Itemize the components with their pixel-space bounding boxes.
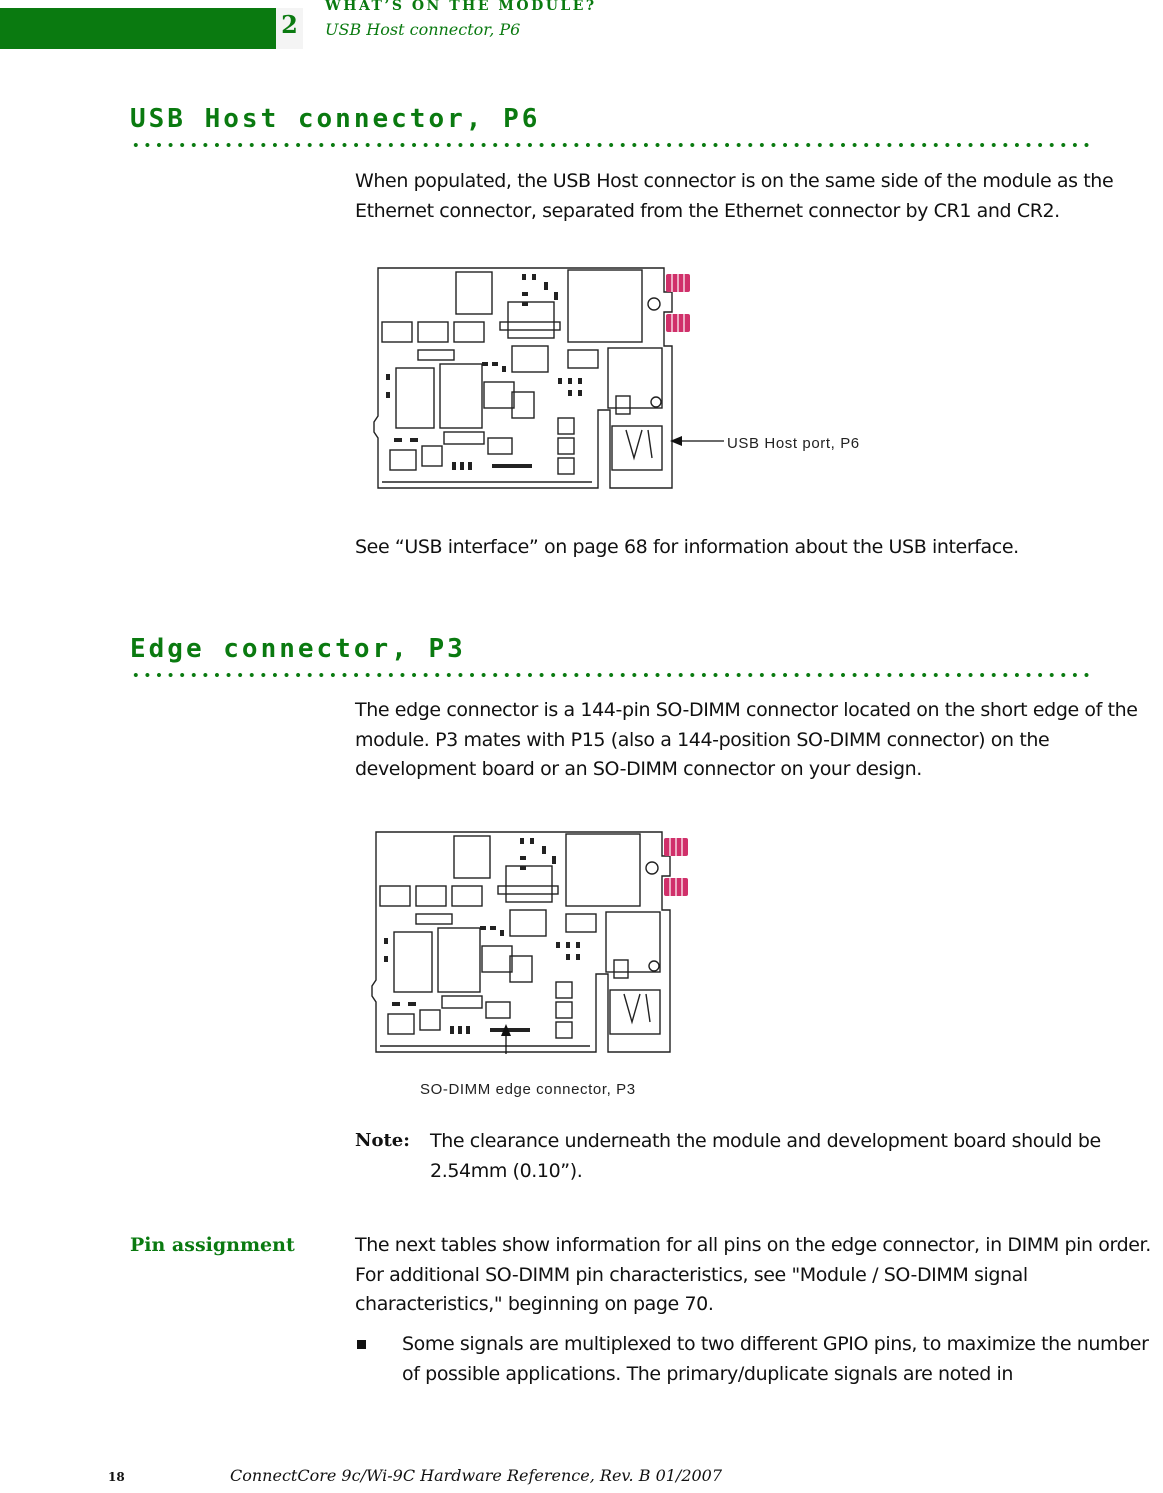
section-rule (130, 671, 1090, 679)
pin-assignment-heading: Pin assignment (130, 1234, 295, 1256)
note-text-content: The clearance underneath the module and development board should be 2.54mm (0.10”). (430, 1130, 1101, 1182)
section-title-edge-connector: Edge connector, P3 (130, 634, 466, 664)
callout-arrow-usb (668, 430, 728, 452)
running-header-subtitle: USB Host connector, P6 (325, 20, 521, 39)
header-bar (0, 8, 303, 49)
usb-host-paragraph: When populated, the USB Host connector is on the same side of the module as the Ethernet connector, separated from the Ethernet connector by CR1 and CR2. (355, 170, 1114, 222)
so-dimm-edge-callout: SO-DIMM edge connector, P3 (420, 1081, 636, 1098)
module-board-diagram (372, 262, 702, 494)
section-rule (130, 141, 1090, 149)
section-title-usb-host: USB Host connector, P6 (130, 104, 541, 134)
callout-arrow-edge (496, 1022, 516, 1056)
usb-interface-reference: See “USB interface” on page 68 for information about the USB interface. (355, 536, 1019, 558)
running-header-title: WHAT’S ON THE MODULE? (325, 0, 597, 14)
multiplexed-signals-bullet: Some signals are multiplexed to two different GPIO pins, to maximize the number of possible applications. The primary/duplicate signals are noted in (402, 1333, 1149, 1385)
note-label: Note: (355, 1130, 410, 1151)
bullet-square-icon (357, 1340, 366, 1349)
edge-connector-paragraph: The edge connector is a 144-pin SO-DIMM connector located on the short edge of the module. P3 mates with P15 (also a 144-position SO-DIMM connector) on the development board or an SO-DIMM connector on your design. (355, 699, 1138, 780)
footer-document-title: ConnectCore 9c/Wi-9C Hardware Reference, Rev. B 01/2007 (230, 1466, 723, 1485)
module-figure-usb (372, 262, 702, 498)
note-text (430, 1127, 1155, 1186)
pin-assignment-paragraph: The next tables show information for all pins on the edge connector, in DIMM pin order. For additional SO-DIMM pin characteristics, see "Module / SO-DIMM signal characteristics," beginning on page 70. (355, 1234, 1151, 1315)
chapter-number: 2 (276, 8, 303, 49)
page-number: 18 (108, 1470, 125, 1484)
module-figure-edge (370, 826, 700, 1062)
module-board-diagram (370, 826, 700, 1058)
usb-host-port-callout: USB Host port, P6 (727, 435, 860, 452)
